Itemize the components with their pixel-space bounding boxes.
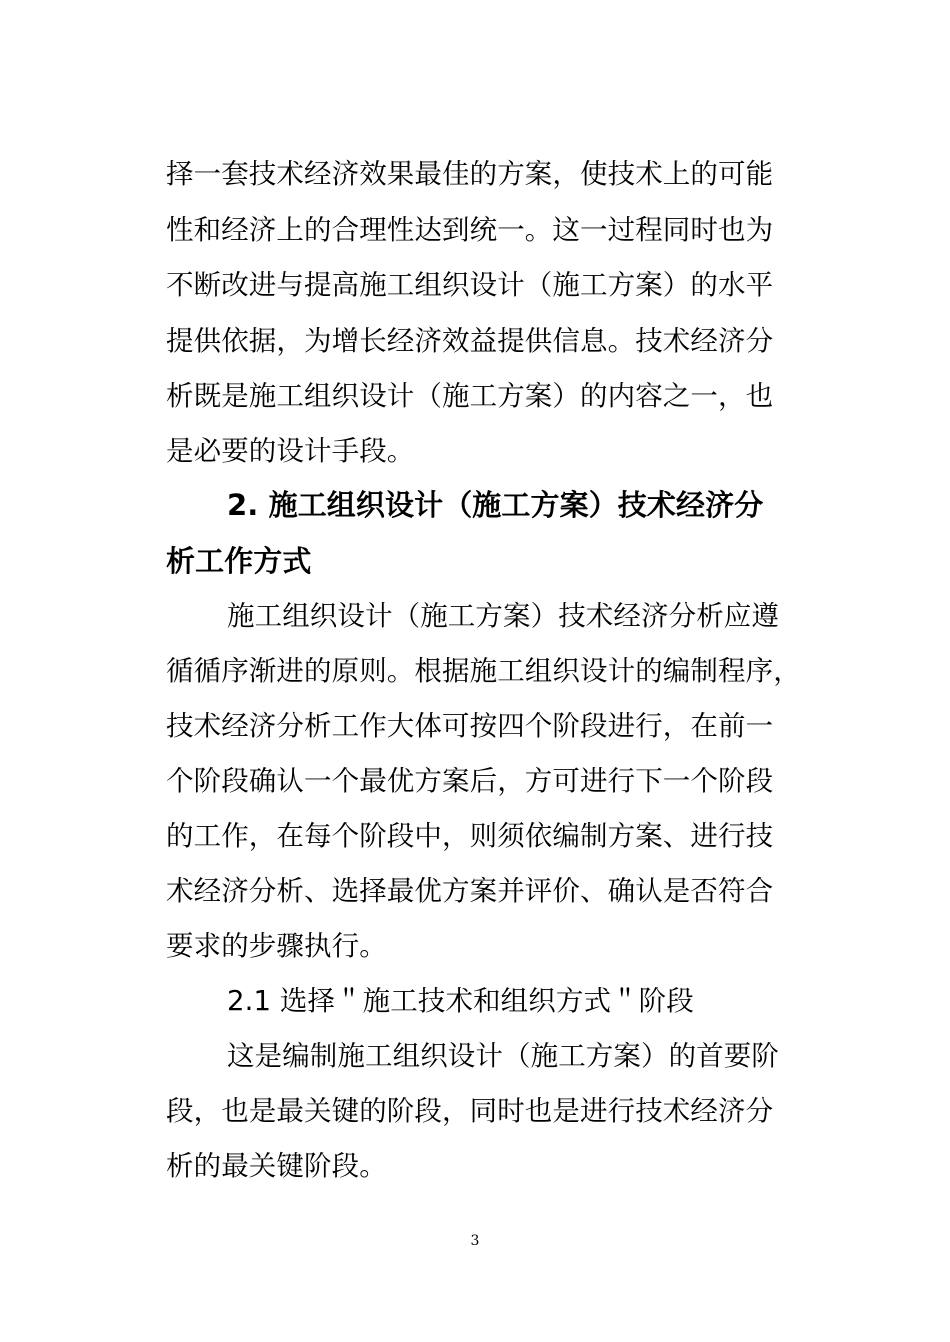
section-heading: 析工作方式 [166,544,312,578]
paragraph-line: 不断改进与提高施工组织设计（施工方案）的水平 [166,269,774,301]
paragraph-line: 提供依据，为增长经济效益提供信息。技术经济分 [166,325,774,357]
paragraph-line: 这是编制施工组织设计（施工方案）的首要阶 [227,1040,779,1072]
subsection-heading: 2.1 选择＂施工技术和组织方式＂阶段 [227,985,694,1017]
paragraph-line: 要求的步骤执行。 [166,930,387,962]
paragraph-line: 个阶段确认一个最优方案后，方可进行下一个阶段 [166,765,774,797]
paragraph-line: 性和经济上的合理性达到统一。这一过程同时也为 [166,214,774,246]
paragraph-line: 的工作，在每个阶段中，则须依编制方案、进行技 [166,820,774,852]
paragraph-line: 技术经济分析工作大体可按四个阶段进行，在前一 [166,710,774,742]
section-heading: 2. 施工组织设计（施工方案）技术经济分 [227,488,764,522]
paragraph-line: 段，也是最关键的阶段，同时也是进行技术经济分 [166,1095,774,1127]
paragraph-line: 择一套技术经济效果最佳的方案，使技术上的可能 [166,158,774,190]
paragraph-line: 是必要的设计手段。 [166,435,415,467]
page-number: 3 [470,1233,480,1249]
paragraph-line: 循循序渐进的原则。根据施工组织设计的编制程序， [166,655,801,687]
paragraph-line: 析的最关键阶段。 [166,1150,387,1182]
paragraph-line: 术经济分析、选择最优方案并评价、确认是否符合 [166,875,774,907]
paragraph-line: 析既是施工组织设计（施工方案）的内容之一，也 [166,380,774,412]
paragraph-line: 施工组织设计（施工方案）技术经济分析应遵 [227,600,779,632]
